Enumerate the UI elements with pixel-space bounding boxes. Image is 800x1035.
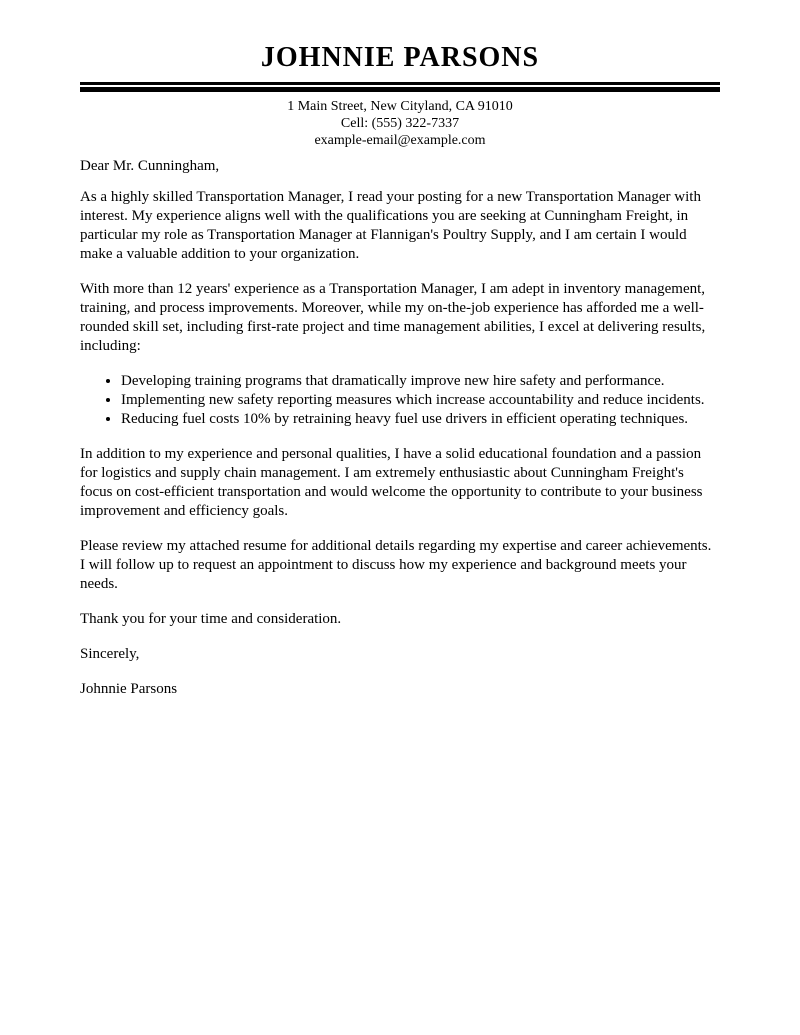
achievements-list xyxy=(80,372,720,429)
signoff: Sincerely, xyxy=(80,646,140,662)
header-divider-rule xyxy=(80,82,720,92)
letter-body xyxy=(80,157,720,699)
paragraph-experience: With more than 12 years' experience as a Transportation Manager, I am adept in inventory management, training, and process improvements. Moreover, while my on-the-job experience has afforded me a well-rounded skill set, including first-rate project and time management abilities, I excel at delivering results, including: xyxy=(80,281,706,354)
thank-you-line: Thank you for your time and consideration. xyxy=(80,611,342,627)
paragraph-intro: As a highly skilled Transportation Manager, I read your posting for a new Transportation Manager with interest. My experience aligns well with the qualifications you are seeking at Cunningham Freight, in particular my role as Transportation Manager at Flannigan's Poultry Supply, and I am certain I would make a valuable addition to your organization. xyxy=(80,189,701,262)
applicant-name-heading: JOHNNIE PARSONS xyxy=(260,42,540,73)
salutation: Dear Mr. Cunningham, xyxy=(80,158,220,174)
achievement-item: • Developing training programs that dramatically improve new hire safety and performance. xyxy=(121,372,720,391)
paragraph-education: In addition to my experience and personal qualities, I have a solid educational foundation and a passion for logistics and supply chain management. I am extremely enthusiastic about Cunningham Freight's focus on cost-efficient transportation and would welcome the opportunity to contribute to your business improvement and efficiency goals. xyxy=(80,446,703,519)
achievement-item: • Implementing new safety reporting measures which increase accountability and reduce incidents. xyxy=(121,391,720,410)
contact-email: example-email@example.com xyxy=(314,133,486,148)
paragraph-followup: Please review my attached resume for additional details regarding my expertise and career achievements. I will follow up to request an appointment to discuss how my experience and background meets your needs. xyxy=(80,538,712,592)
contact-phone: Cell: (555) 322-7337 xyxy=(340,116,460,131)
achievement-item: • Reducing fuel costs 10% by retraining heavy fuel use drivers in efficient operating techniques. xyxy=(121,410,720,429)
contact-address: 1 Main Street, New Cityland, CA 91010 xyxy=(287,99,513,114)
contact-block xyxy=(80,98,720,149)
signature-name: Johnnie Parsons xyxy=(80,681,178,697)
